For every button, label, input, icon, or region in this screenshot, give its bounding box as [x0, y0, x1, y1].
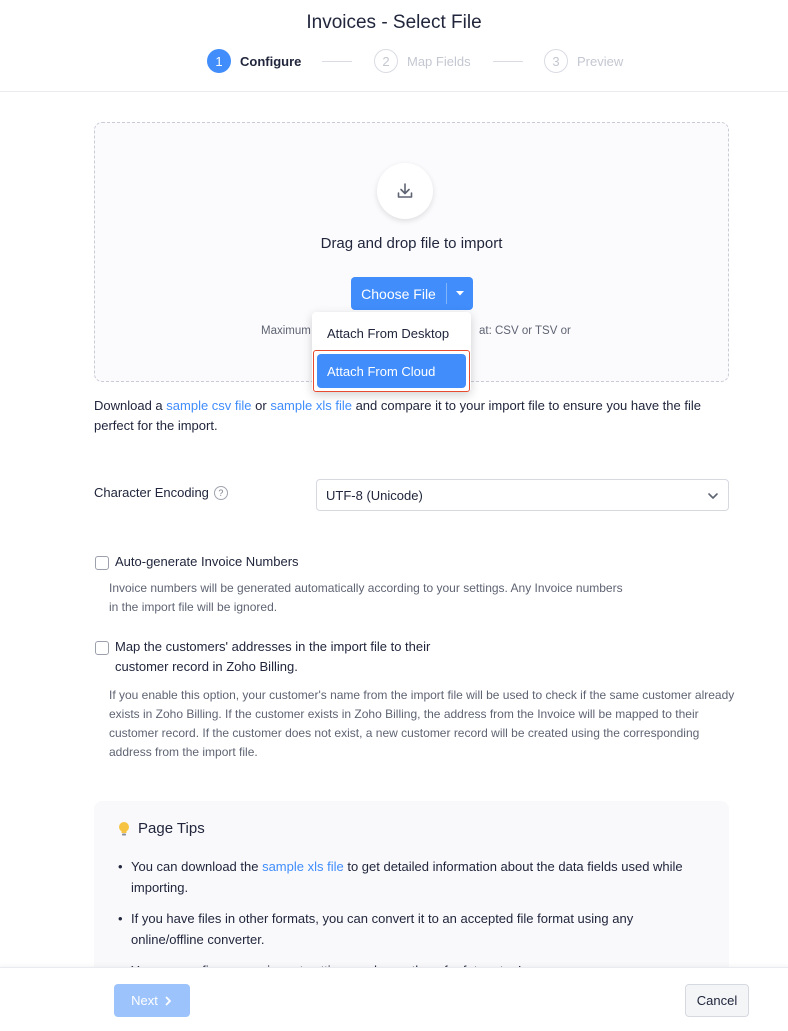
- auto-generate-checkbox[interactable]: [95, 556, 109, 570]
- caret-down-icon: [456, 291, 464, 296]
- choose-file-button[interactable]: [351, 277, 473, 310]
- upload-icon-wrapper: [377, 163, 433, 219]
- max-size-text: Maximum: [261, 325, 311, 337]
- lightbulb-icon: [118, 821, 130, 837]
- auto-generate-label[interactable]: Auto-generate Invoice Numbers: [115, 554, 299, 569]
- page-title: Invoices - Select File: [306, 12, 482, 33]
- step-label-preview: Preview: [577, 53, 624, 69]
- download-icon: [395, 181, 415, 201]
- chevron-right-icon: [163, 996, 173, 1006]
- menu-item-attach-cloud[interactable]: Attach From Cloud: [317, 354, 466, 388]
- map-addresses-checkbox[interactable]: [95, 641, 109, 655]
- map-addresses-label[interactable]: Map the customers' addresses in the import file to their customer record in Zoho Billing.: [115, 639, 431, 674]
- step-connector: [493, 61, 523, 62]
- character-encoding-select[interactable]: [316, 479, 729, 511]
- choose-file-label[interactable]: Choose File: [361, 285, 436, 302]
- step-number-3: 3: [544, 49, 568, 73]
- tips-sample-xls-link[interactable]: sample xls file: [262, 859, 344, 874]
- download-text-prefix: Download a: [94, 398, 167, 413]
- tip-item: • If you have files in other formats, you can convert it to an accepted file format using any online/offline converter.: [131, 908, 701, 950]
- next-button[interactable]: [114, 984, 190, 1017]
- step-map-fields: [374, 49, 471, 73]
- page-tips-title: Page Tips: [138, 820, 205, 837]
- tip1-prefix: You can download the: [131, 859, 263, 874]
- next-label: Next: [131, 993, 158, 1008]
- step-preview: [544, 49, 623, 73]
- tip-item: [131, 856, 701, 898]
- chevron-down-icon: [706, 489, 720, 503]
- auto-generate-description: Invoice numbers will be generated automatically according to your settings. Any Invoice numbers in the import file will be ignored.: [109, 581, 623, 614]
- step-number-1: 1: [207, 49, 231, 73]
- encoding-selected-value: UTF-8 (Unicode): [326, 487, 423, 503]
- step-label-configure: Configure: [240, 53, 302, 69]
- step-configure: [207, 49, 301, 73]
- header: [0, 0, 788, 92]
- footer: [0, 967, 788, 1031]
- step-number-2: 2: [374, 49, 398, 73]
- sample-download-text: [94, 396, 734, 436]
- file-format-text: at: CSV or TSV or: [479, 325, 571, 337]
- step-connector: [322, 61, 352, 62]
- cancel-button[interactable]: Cancel: [685, 984, 749, 1017]
- sample-xls-link[interactable]: sample xls file: [270, 398, 352, 413]
- help-icon[interactable]: ?: [214, 486, 228, 500]
- choose-file-dropdown-toggle[interactable]: [447, 277, 473, 310]
- highlight-box: [313, 350, 470, 392]
- sample-csv-link[interactable]: sample csv file: [166, 398, 252, 413]
- character-encoding-label: [94, 485, 228, 500]
- stepper: [0, 49, 788, 75]
- encoding-label-text: Character Encoding: [94, 485, 209, 500]
- page-tips-header: [118, 820, 205, 837]
- page-tips: [94, 801, 729, 981]
- download-text-or: or: [251, 398, 271, 413]
- tip1-suffix: to get detailed information about the data fields used while importing.: [131, 859, 683, 895]
- menu-item-attach-desktop[interactable]: Attach From Desktop: [327, 326, 450, 341]
- download-text-suffix: and compare it to your import file to ensure you have the file perfect for the import.: [94, 398, 701, 433]
- map-addresses-description: If you enable this option, your customer's name from the import file will be used to check if the same customer already exists in Zoho Billing. If the customer exists in Zoho Billing, the address from the Invoice will be mapped to their customer record. If the customer does not exist, a new customer record will be created using the corresponding address from the import file.: [109, 688, 735, 759]
- drop-instructions: Drag and drop file to import: [320, 235, 503, 252]
- step-label-map-fields: Map Fields: [407, 53, 471, 69]
